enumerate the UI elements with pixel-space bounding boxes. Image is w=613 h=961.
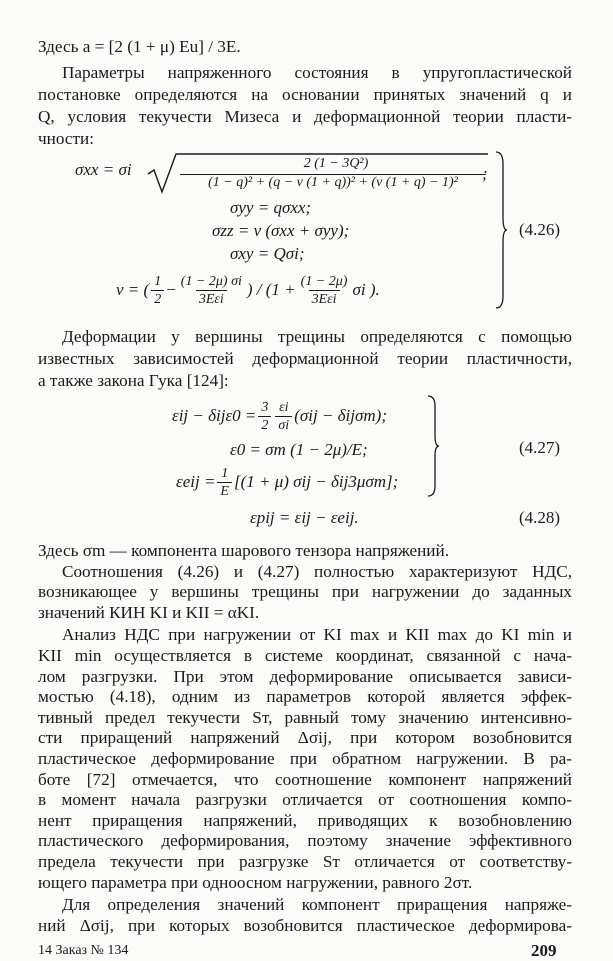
numerator: 1 [221, 465, 229, 481]
eq-nu-lhs: ν = ( [116, 280, 150, 299]
text-line: лом разгрузки. При этом деформирование описывается зависи- [38, 666, 572, 686]
text-line: пластического деформирования, поэтому значение эффективного [38, 831, 572, 851]
eq-plastic-strain: εpij = εij − εeij. [250, 508, 359, 527]
eq-sigma-zz: σzz = ν (σxx + σyy); [212, 221, 350, 240]
equation-number: (4.28) [519, 508, 561, 527]
equation-number: (4.26) [519, 220, 561, 239]
right-brace-icon [494, 150, 508, 310]
numerator: (1 − 2μ) [300, 273, 348, 289]
text-line: нент приращения напряжений, приводящих к возобновлению [38, 810, 572, 830]
eq-separator: ; [482, 164, 488, 183]
text-line: Деформации у вершины трещины определяются с помощью [62, 327, 572, 346]
text-line: ний Δσij, при которых возобновится пластическое деформирова- [38, 915, 572, 935]
numerator: (1 − 2μ) σi [180, 273, 242, 289]
numerator: εi [279, 399, 289, 415]
eq-nu-mid: ) / (1 + [246, 280, 296, 299]
text-line: сти приращений напряжений Δσij, при котором возобновится [38, 728, 572, 748]
text-line: боте [72] отмечается, что соотношение компонент напряжений [38, 769, 572, 789]
eq-elastic-rhs: [(1 + μ) σij − δij3μσm]; [233, 472, 399, 491]
equation-number: (4.27) [519, 438, 561, 457]
eq-strain-lhs: εij − δijε0 = [172, 406, 257, 425]
fraction [151, 273, 164, 308]
printer-signature: 14 Заказ № 134 [38, 942, 129, 958]
text-line: ющего параметра при одноосном нагружении, равного 2σт. [38, 872, 473, 892]
eq-volumetric-strain: ε0 = σm (1 − 2μ)/E; [230, 440, 368, 459]
text-line: постановке определяются на основании принятых значений q и [38, 85, 572, 104]
text-line: Анализ НДС при нагружении от KI max и KII max до KI min и [62, 625, 572, 645]
text-line: предела текучести при разгрузке Sт отличается от соответству- [38, 852, 572, 871]
eq-sigma-xx-lhs: σxx = σi [75, 160, 132, 179]
eq-sqrt-numerator: 2 (1 − 3Q²) [303, 156, 369, 171]
text-line: значений КИН KI и KII = αKI. [38, 602, 260, 622]
text-line: мостью (4.18), одним из параметров которой является эффек- [38, 687, 572, 707]
denominator: σi [275, 416, 292, 434]
fraction [275, 399, 292, 434]
eq-strain-row [172, 398, 387, 434]
text-line: Q, условия текучести Мизеса и деформационной теории пласти- [38, 107, 572, 126]
page-number: 209 [531, 940, 557, 960]
text-line: Здесь σm — компонента шарового тензора напряжений. [38, 541, 450, 560]
eq-strain-rhs: (σij − δijσm); [294, 406, 387, 425]
eq-elastic-lhs: εeij = [176, 472, 216, 491]
text-line: чности: [38, 129, 94, 148]
eq-sqrt-denominator: (1 − q)² + (q − ν (1 + q))² + (ν (1 + q) − 1)² [208, 175, 458, 190]
eq-elastic-row [176, 464, 398, 500]
numerator: 1 [154, 273, 162, 289]
text-line: известных зависимостей деформационной теории пластичности, [38, 349, 572, 368]
text-line: пластическое деформирование при обратном нагружении. В ра- [38, 749, 572, 768]
denominator: 3Eεi [196, 290, 227, 308]
text-line: Здесь a = [2 (1 + μ) Eu] / 3E. [38, 37, 241, 56]
text-line: KII min осуществляется в системе координат, связанной с нача- [38, 646, 572, 665]
text-line: возникающее у вершины трещины при нагружении до заданных [38, 582, 572, 602]
text-line: в момент начала разгрузки отличается от соотношения компо- [38, 790, 572, 810]
right-brace-icon [426, 394, 440, 498]
fraction [178, 273, 245, 308]
fraction [217, 465, 232, 500]
text-line: Соотношения (4.26) и (4.27) полностью характеризуют НДС, [62, 561, 572, 581]
text-line: тивный предел текучести Sт, равный тому значению интенсивно- [38, 707, 572, 727]
numerator: 3 [261, 399, 269, 415]
denominator: E [217, 482, 232, 500]
eq-sigma-yy: σyy = qσxx; [230, 198, 312, 217]
text-line: Параметры напряженного состояния в упругопластической [62, 63, 572, 82]
eq-sigma-xy: σxy = Qσi; [230, 244, 305, 263]
fraction [298, 273, 351, 308]
eq-nu-tail: σi ). [352, 280, 380, 299]
denominator: 2 [258, 416, 271, 434]
denominator: 3Eεi [309, 290, 340, 308]
eq-nu-row: ν = ( $\frac{1}{2}$ − $\frac{(1 - 2\mu) \sigma i}{\text{3Eεi}}$ ) / (1 + $\frac{(1 - 2\mu)}{\text{3Eεi}}$ σi ). [116, 273, 380, 307]
text-line: а также закона Гука [124]: [38, 371, 229, 390]
fraction [258, 399, 271, 434]
denominator: 2 [151, 290, 164, 308]
text-line: Для определения значений компонент приращения напряже- [62, 895, 572, 915]
